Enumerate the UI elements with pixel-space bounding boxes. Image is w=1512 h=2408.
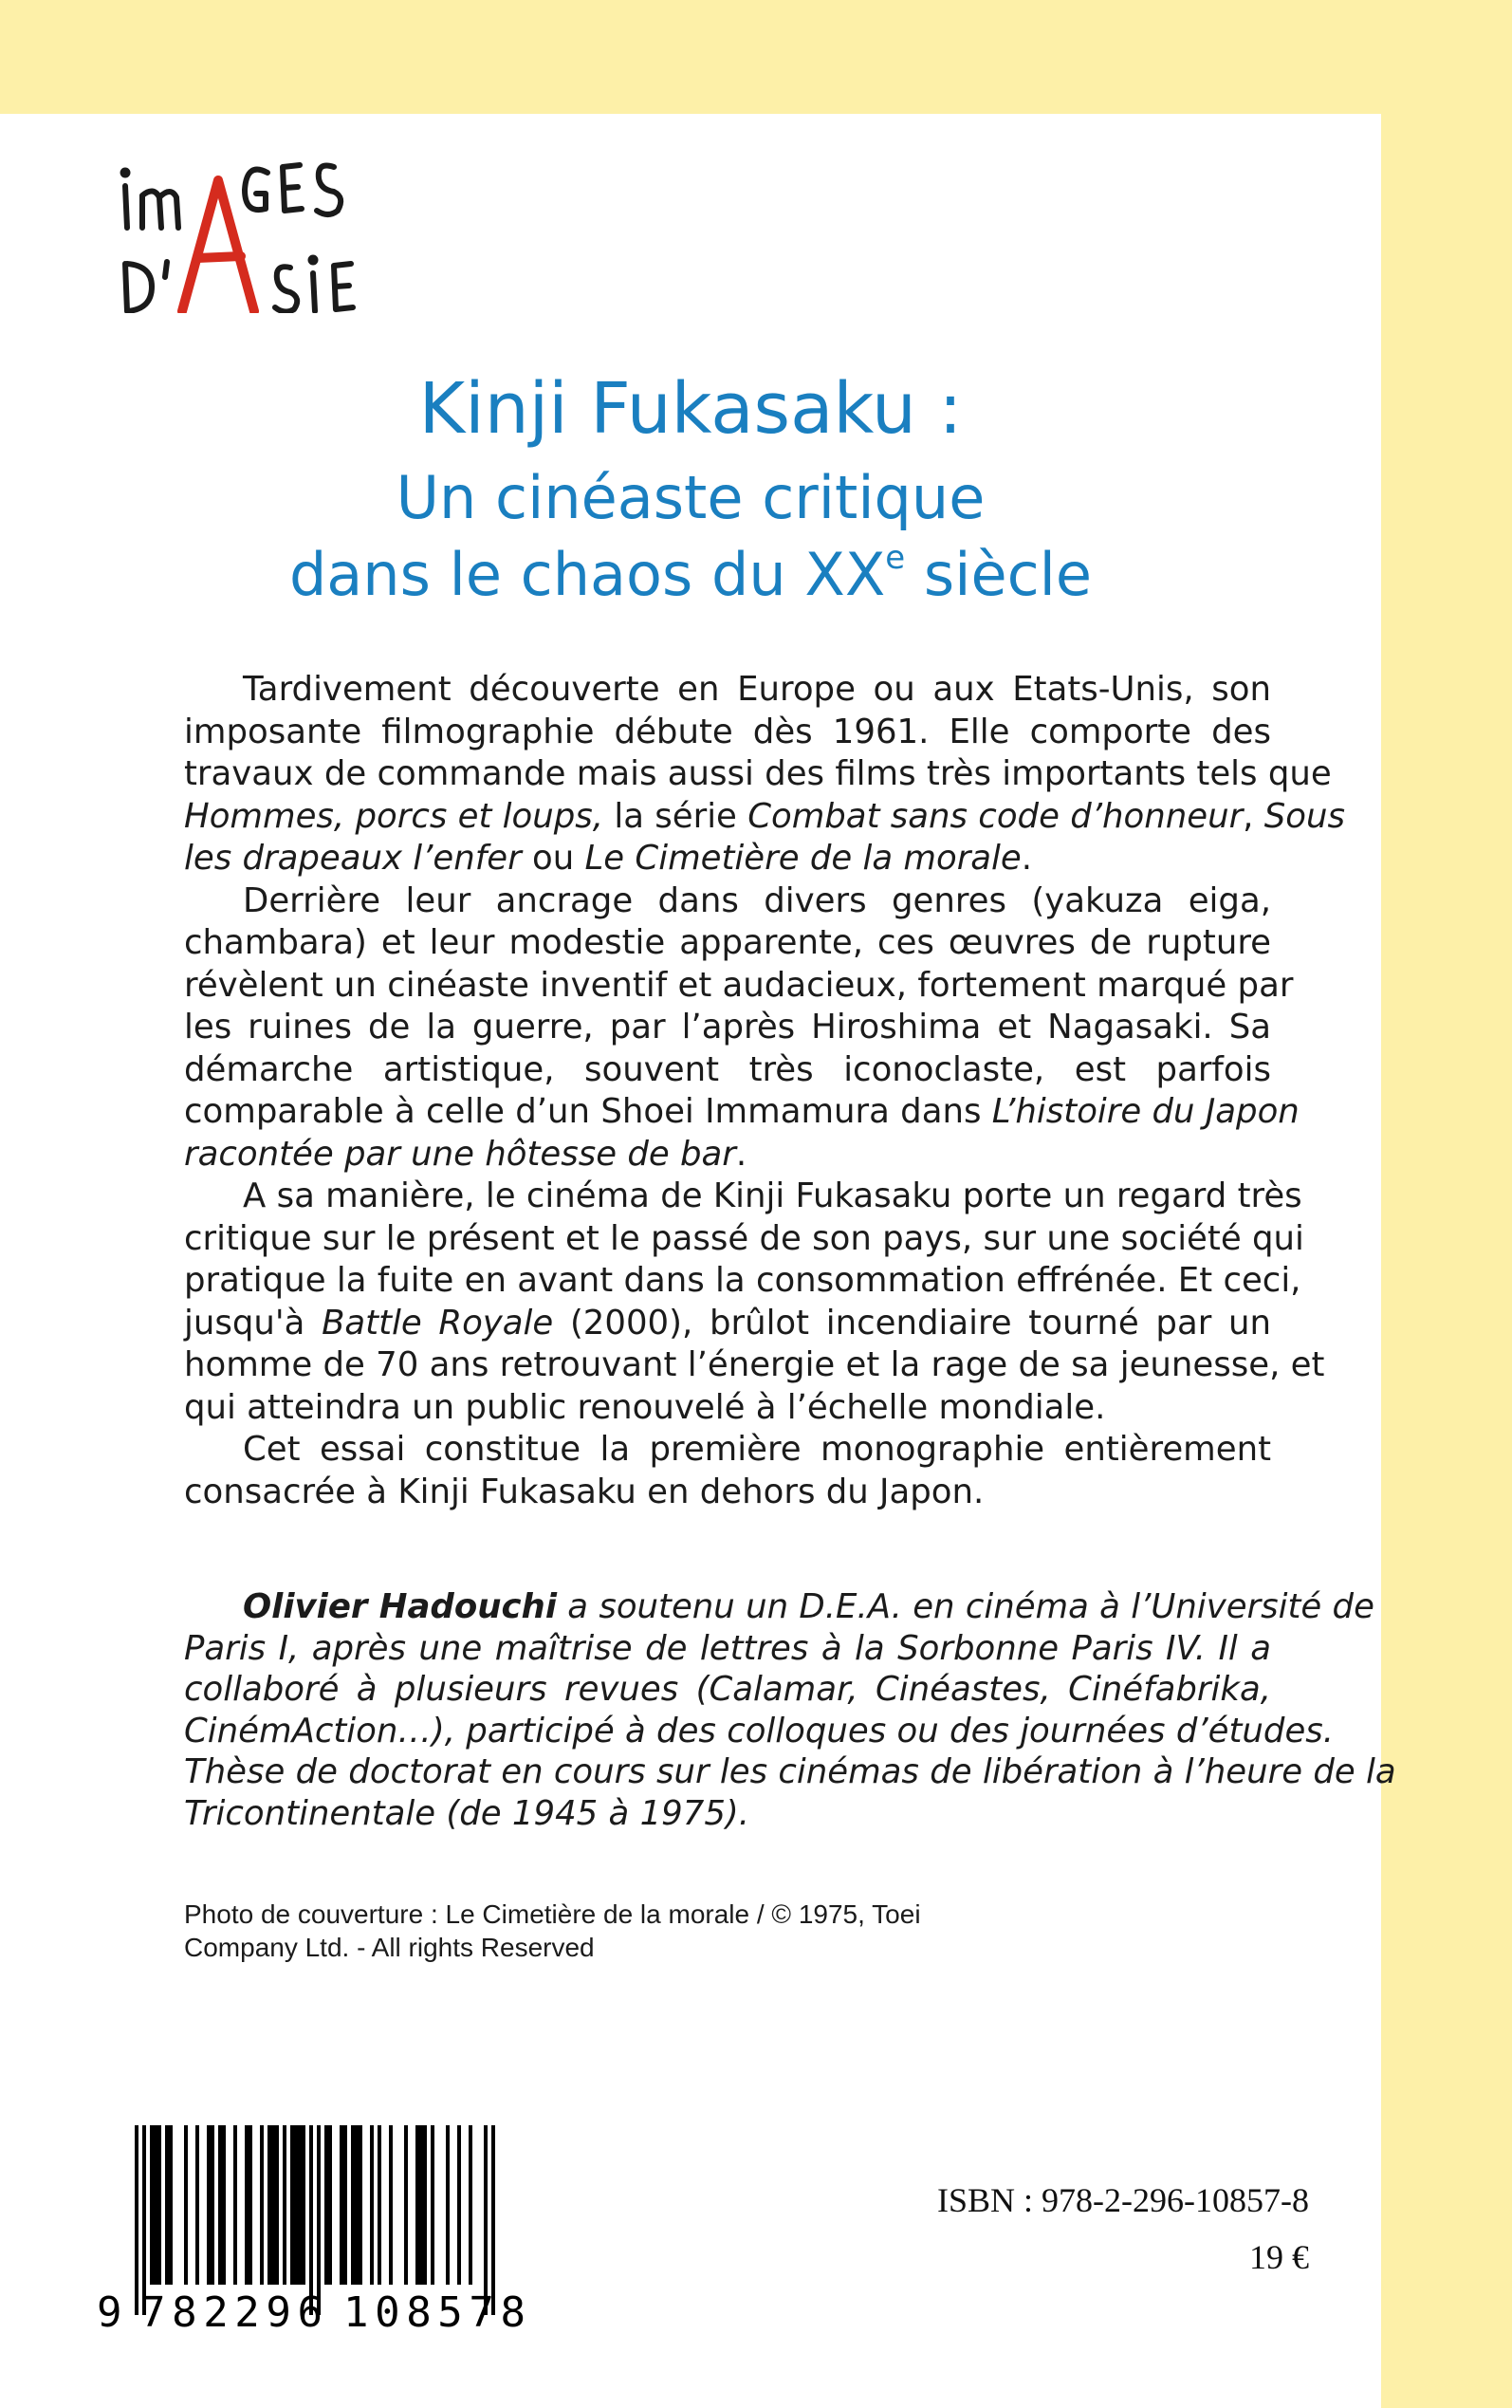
body-line xyxy=(184,1049,1271,1092)
body-text-run: la série xyxy=(603,796,748,836)
body-text-run: (2000), brûlot incendiaire tourné par un xyxy=(553,1303,1271,1343)
body-line xyxy=(184,1387,1271,1430)
barcode-bar xyxy=(207,2125,211,2285)
bio-text-run: Tricontinentale (de 1945 à 1975). xyxy=(184,1793,750,1833)
credit-line-1: Photo de couverture : Le Cimetière de la morale / © 1975, Toei xyxy=(184,1899,921,1929)
body-text-run: critique sur le présent et le passé de son pays, sur une société qui xyxy=(184,1218,1304,1258)
body-text-run: Le Cimetière de la morale xyxy=(584,839,1022,878)
barcode-bar xyxy=(431,2125,434,2285)
top-yellow-band xyxy=(0,0,1512,114)
barcode-bar xyxy=(302,2125,305,2285)
body-text-run: consacrée à Kinji Fukasaku en dehors du Japon. xyxy=(184,1472,985,1511)
barcode-bar xyxy=(324,2125,328,2285)
body-line xyxy=(184,1007,1271,1049)
subtitle-text-a: dans le chaos du XX xyxy=(288,540,886,609)
credit-line-2: Company Ltd. - All rights Reserved xyxy=(184,1933,595,1962)
barcode-bar xyxy=(150,2125,154,2285)
barcode-bar xyxy=(195,2125,199,2285)
body-line xyxy=(184,669,1271,712)
barcode-bar xyxy=(419,2125,423,2285)
barcode-bar xyxy=(135,2125,138,2315)
body-line xyxy=(184,838,1271,880)
body-text-run: Sous xyxy=(1263,796,1345,836)
barcode-bar xyxy=(378,2125,381,2285)
barcode-bar xyxy=(218,2125,222,2285)
bio-text-run: Thèse de doctorat en cours sur les cinémas de libération à l’heure de la xyxy=(184,1752,1396,1791)
bio-line xyxy=(184,1751,1396,1793)
barcode-bar xyxy=(245,2125,249,2285)
author-bio xyxy=(184,1586,1396,1834)
barcode-digits-right: 108578 xyxy=(343,2288,526,2334)
barcode-bar xyxy=(298,2125,302,2285)
body-line xyxy=(184,922,1271,965)
barcode-bar xyxy=(484,2125,488,2315)
body-line xyxy=(184,965,1294,1008)
body-text-run: Cet essai constitue la première monographie entièrement xyxy=(243,1430,1271,1469)
body-text-run: , xyxy=(1243,796,1264,836)
body-text-run: démarche artistique, souvent très iconoclaste, est parfois xyxy=(184,1049,1271,1089)
barcode-bar xyxy=(457,2125,461,2285)
body-line xyxy=(184,1429,1271,1472)
body-text-run: les drapeaux l’enfer xyxy=(184,839,522,878)
body-text-run: qui atteindra un public renouvelé à l’échelle mondiale. xyxy=(184,1387,1106,1427)
barcode-digits-left: 782296 xyxy=(140,2288,323,2334)
body-text-run: L’histoire du Japon xyxy=(991,1092,1300,1131)
barcode-bar xyxy=(184,2125,188,2285)
spine-yellow-band xyxy=(1381,0,1512,2408)
bio-text-run: collaboré à plusieurs revues (Calamar, Cinéastes, Cinéfabrika, xyxy=(184,1670,1271,1709)
barcode-bar xyxy=(283,2125,286,2285)
body-line xyxy=(184,1303,1271,1345)
body-text-run: racontée par une hôtesse de bar xyxy=(184,1134,736,1174)
book-title: Kinji Fukasaku : xyxy=(418,368,963,450)
bio-text-run: a soutenu un D.E.A. en cinéma à l’Université de xyxy=(557,1587,1374,1626)
body-text-run: . xyxy=(735,1134,747,1174)
barcode-bar xyxy=(317,2125,321,2315)
bio-text-run: Paris I, après une maîtrise de lettres à la Sorbonne Paris IV. Il a xyxy=(184,1628,1271,1668)
barcode-bar xyxy=(355,2125,359,2285)
barcode-bar xyxy=(271,2125,275,2285)
body-line xyxy=(184,1218,1304,1261)
barcode-bar xyxy=(343,2125,347,2285)
body-line xyxy=(184,1260,1301,1303)
body-text-run: révèlent un cinéaste inventif et audacieux, fortement marqué par xyxy=(184,965,1294,1005)
barcode-digit-first: 9 xyxy=(97,2288,122,2334)
body-text-run: chambara) et leur modestie apparente, ces œuvres de rupture xyxy=(184,923,1271,962)
book-subtitle-line2 xyxy=(0,539,1381,609)
body-text-run: . xyxy=(1021,839,1033,878)
bio-line xyxy=(184,1586,1374,1628)
bio-line xyxy=(184,1669,1271,1711)
barcode-bar xyxy=(389,2125,393,2285)
cover-photo-credit xyxy=(184,1898,1038,1964)
bio-line xyxy=(184,1793,1271,1835)
bio-line xyxy=(184,1711,1335,1752)
barcode-bar xyxy=(222,2125,226,2285)
barcode-bar xyxy=(370,2125,374,2285)
barcode-bar xyxy=(309,2125,313,2315)
barcode-bar xyxy=(404,2125,408,2285)
body-text-run: travaux de commande mais aussi des films très importants tels que xyxy=(184,754,1332,793)
barcode-bar xyxy=(233,2125,237,2285)
barcode-graphic xyxy=(95,2125,541,2334)
body-text-run: Hommes, porcs et loups, xyxy=(184,796,604,836)
body-text-run: jusqu'à xyxy=(184,1303,323,1343)
body-line xyxy=(184,712,1271,754)
barcode-bar xyxy=(415,2125,419,2285)
bio-line xyxy=(184,1628,1271,1670)
bio-text-run: Olivier Hadouchi xyxy=(243,1587,557,1626)
body-line xyxy=(184,1091,1300,1134)
barcode-bar xyxy=(423,2125,427,2285)
barcode-bar xyxy=(275,2125,279,2285)
ean-barcode xyxy=(95,2125,541,2334)
body-text-run: Battle Royale xyxy=(322,1303,554,1343)
body-text-run: ou xyxy=(521,839,585,878)
barcode-bar xyxy=(328,2125,332,2285)
bio-text-run: CinémAction…), participé à des colloques ou des journées d’études. xyxy=(184,1711,1335,1750)
book-subtitle-line1: Un cinéaste critique xyxy=(396,463,986,532)
body-text-run: imposante filmographie débute dès 1961. Elle comporte des xyxy=(184,712,1271,751)
barcode-bar xyxy=(351,2125,355,2285)
blurb-text xyxy=(184,669,1345,1513)
barcode-bar xyxy=(157,2125,161,2285)
body-line xyxy=(184,880,1271,923)
body-text-run: homme de 70 ans retrouvant l’énergie et la rage de sa jeunesse, et xyxy=(184,1345,1325,1384)
body-text-run: Combat sans code d’honneur xyxy=(747,796,1244,836)
body-text-run: comparable à celle d’un Shoei Immamura dans xyxy=(184,1092,992,1131)
barcode-bar xyxy=(260,2125,264,2285)
logo-graphic xyxy=(114,152,360,313)
barcode-bar xyxy=(211,2125,214,2285)
barcode-bar xyxy=(469,2125,472,2285)
body-line xyxy=(184,753,1332,796)
barcode-bar xyxy=(446,2125,450,2285)
barcode-bar xyxy=(290,2125,294,2285)
barcode-bar xyxy=(340,2125,343,2285)
barcode-bar xyxy=(267,2125,271,2285)
barcode-bar xyxy=(249,2125,252,2285)
body-line xyxy=(184,1472,1271,1514)
body-text-run: A sa manière, le cinéma de Kinji Fukasaku porte un regard très xyxy=(243,1176,1302,1215)
isbn-number: ISBN : 978-2-296-10857-8 xyxy=(937,2181,1309,2219)
subtitle-superscript: e xyxy=(885,539,906,577)
subtitle-text-b: siècle xyxy=(905,540,1093,609)
body-line xyxy=(184,1344,1325,1387)
barcode-bar xyxy=(165,2125,169,2285)
price: 19 € xyxy=(1249,2238,1309,2276)
body-line xyxy=(184,796,1345,839)
barcode-bar xyxy=(142,2125,146,2315)
body-text-run: les ruines de la guerre, par l’après Hiroshima et Nagasaki. Sa xyxy=(184,1008,1271,1047)
body-line xyxy=(184,1134,1271,1176)
body-line xyxy=(184,1176,1302,1218)
barcode-bar xyxy=(491,2125,495,2315)
images-dasie-logo xyxy=(114,152,360,313)
body-text-run: Tardivement découverte en Europe ou aux Etats-Unis, son xyxy=(243,670,1271,709)
body-text-run: Derrière leur ancrage dans divers genres (yakuza eiga, xyxy=(243,880,1271,920)
barcode-bar xyxy=(154,2125,157,2285)
body-text-run: pratique la fuite en avant dans la consommation effrénée. Et ceci, xyxy=(184,1261,1301,1300)
barcode-bar xyxy=(294,2125,298,2285)
barcode-bar xyxy=(359,2125,362,2285)
barcode-bar xyxy=(169,2125,173,2285)
